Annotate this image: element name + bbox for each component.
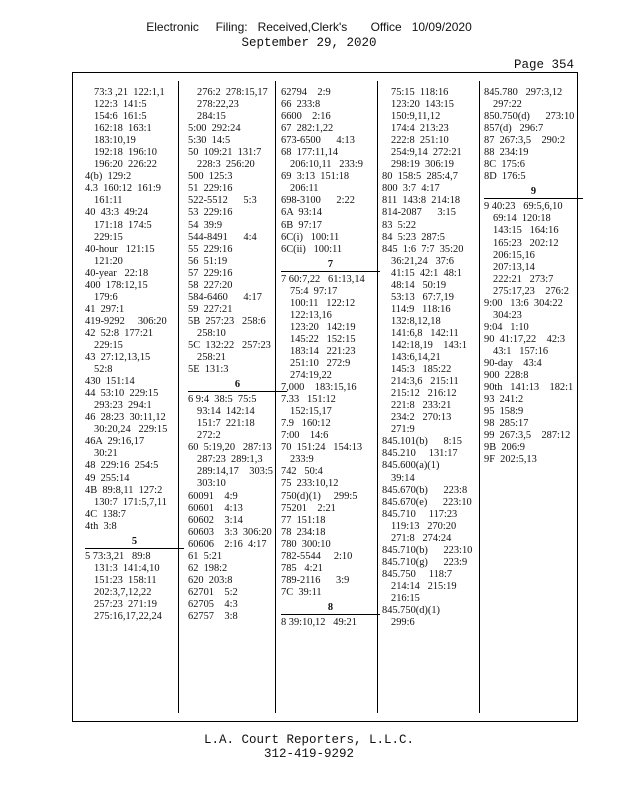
section-heading: 5 — [85, 536, 184, 549]
index-entry: 4.3 160:12 161:9 — [85, 183, 161, 195]
index-entry: 850.750(d) 273:10 — [484, 111, 575, 123]
page-number: Page 354 — [513, 58, 574, 72]
index-continuation: 151:7 221:18 — [197, 418, 255, 430]
index-continuation: 119:13 270:20 — [391, 520, 457, 532]
index-continuation: 43:1 157:16 — [493, 345, 549, 357]
index-continuation: 272:2 — [197, 430, 221, 442]
index-entry: 9F 202:5,13 — [484, 454, 537, 466]
index-entry: 6B 97:17 — [281, 219, 322, 231]
index-continuation: 183:14 221:23 — [290, 345, 356, 357]
index-entry: 845.600(a)(1) — [382, 460, 440, 472]
index-entry: 80 158:5 285:4,7 — [382, 171, 458, 183]
index-entry: 5C 132:22 257:23 — [188, 339, 271, 351]
index-continuation: 142:18,19 143:1 — [391, 339, 467, 351]
index-entry: 68 177:11,14 — [281, 147, 339, 159]
index-continuation: 258:10 — [197, 327, 226, 339]
index-continuation: 298:19 306:19 — [391, 159, 454, 171]
index-entry: 40-year 22:18 — [85, 267, 149, 279]
index-entry: 5:00 292:24 — [188, 123, 241, 135]
index-continuation: 143:6,14,21 — [391, 352, 441, 364]
index-entry: 845.710(b) 223:10 — [382, 544, 473, 556]
index-continuation: 284:15 — [197, 111, 226, 123]
column-divider — [377, 81, 378, 713]
index-entry: 8D 176:5 — [484, 171, 526, 183]
index-continuation: 39:14 — [391, 472, 415, 484]
index-entry: 9:00 13:6 304:22 — [484, 297, 563, 309]
index-continuation: 304:23 — [493, 309, 522, 321]
index-continuation: 30:20,24 229:15 — [94, 424, 168, 436]
index-continuation: 150:9,11,12 — [391, 111, 441, 123]
filing-stamp: Electronic Filing: Received,Clerk's Office 10/09/2020 — [146, 20, 472, 34]
index-entry: 41 297:1 — [85, 303, 125, 315]
index-entry: 5B 257:23 258:6 — [188, 315, 266, 327]
index-entry: 6A 93:14 — [281, 207, 322, 219]
column-divider — [178, 81, 179, 713]
column-divider — [275, 81, 276, 713]
index-continuation: 257:23 271:19 — [94, 598, 157, 610]
index-entry: 62757 3:8 — [188, 610, 238, 622]
index-entry: 87 267:3,5 290:2 — [484, 135, 566, 147]
index-entry: 7C 39:11 — [281, 586, 322, 598]
index-continuation: 234:2 270:13 — [391, 412, 452, 424]
index-entry: 55 229:16 — [188, 243, 233, 255]
index-continuation: 278:22,23 — [197, 99, 239, 111]
index-entry: 500 125:3 — [188, 171, 233, 183]
section-heading: 9 — [484, 186, 583, 199]
index-entry: 75201 2:21 — [281, 502, 336, 514]
index-entry: 43 27:12,13,15 — [85, 352, 151, 364]
index-continuation: 258:21 — [197, 352, 226, 364]
section-heading: 6 — [188, 379, 287, 392]
index-entry: 845.710 117:23 — [382, 508, 458, 520]
index-entry: 7.33 151:12 — [281, 394, 336, 406]
index-continuation: 69:14 120:18 — [493, 213, 551, 225]
index-entry: 845.670(e) 223:10 — [382, 496, 472, 508]
index-entry: 5 73:3,21 89:8 — [85, 550, 151, 562]
index-entry: 62794 2:9 — [281, 87, 331, 98]
index-entry: 58 227:20 — [188, 279, 233, 291]
index-continuation: 214:14 215:19 — [391, 580, 457, 592]
index-entry: 750(d)(1) 299:5 — [281, 490, 358, 502]
index-entry: 430 151:14 — [85, 376, 135, 388]
index-entry: 60603 3:3 306:20 — [188, 526, 272, 538]
index-entry: 544-8491 4:4 — [188, 231, 257, 243]
index-continuation: 36:21,24 37:6 — [391, 255, 454, 267]
index-continuation: 271:8 274:24 — [391, 532, 452, 544]
index-entry: 60606 2:16 4:17 — [188, 538, 267, 550]
index-entry: 4B 89:8,11 127:2 — [85, 484, 163, 496]
index-entry: 83 5:22 — [382, 219, 417, 231]
section-heading: 8 — [281, 602, 380, 615]
index-entry: 44 53:10 229:15 — [85, 388, 159, 400]
index-entry: 4th 3:8 — [85, 520, 117, 532]
index-continuation: 41:15 42:1 48:1 — [391, 267, 463, 279]
index-entry: 673-6500 4:13 — [281, 135, 355, 147]
index-continuation: 145:22 152:15 — [290, 333, 356, 345]
index-continuation: 216:15 — [391, 592, 420, 604]
index-continuation: 123:20 143:15 — [391, 99, 454, 111]
index-continuation: 48:14 50:19 — [391, 279, 447, 291]
index-entry: 6 9:4 38:5 75:5 — [188, 394, 257, 406]
word-index-frame — [72, 72, 578, 722]
index-continuation: 229:15 — [94, 339, 123, 351]
index-entry: 62 198:2 — [188, 562, 228, 574]
index-continuation: 233:9 — [290, 454, 314, 466]
index-continuation: 202:3,7,12,22 — [94, 586, 152, 598]
index-entry: 98 285:17 — [484, 418, 529, 430]
index-entry: 6C(i) 100:11 — [281, 231, 340, 243]
index-continuation: 275:17,23 276:2 — [493, 285, 569, 297]
index-continuation: 254:9,14 272:21 — [391, 147, 462, 159]
index-entry: 54 39:9 — [188, 219, 223, 231]
index-entry: 60601 4:13 — [188, 502, 243, 514]
index-entry: 49 255:14 — [85, 472, 130, 484]
index-continuation: 122:3 141:5 — [94, 99, 147, 111]
index-continuation: 179:6 — [94, 291, 118, 303]
index-entry: 57 229:16 — [188, 267, 233, 279]
index-entry: 70 151:24 154:13 — [281, 442, 363, 454]
index-column-2 — [188, 87, 289, 623]
index-entry: 782-5544 2:10 — [281, 550, 353, 562]
index-entry: 789-2116 3:9 — [281, 574, 350, 586]
index-entry: 845.780 297:3,12 — [484, 87, 563, 98]
index-continuation: 52:8 — [94, 364, 113, 376]
index-continuation: 299:6 — [391, 617, 415, 629]
index-continuation: 251:10 272:9 — [290, 357, 351, 369]
court-reporter-phone: 312-419-9292 — [263, 747, 354, 761]
index-entry: 8C 175:6 — [484, 159, 525, 171]
index-continuation: 100:11 122:12 — [290, 297, 356, 309]
index-entry: 845.750(d)(1) — [382, 605, 441, 617]
index-entry: 7.9 160:12 — [281, 418, 331, 430]
index-continuation: 228:3 256:20 — [197, 159, 255, 171]
index-entry: 584-6460 4:17 — [188, 291, 262, 303]
index-entry: 90th 141:13 182:1 — [484, 382, 574, 394]
index-entry: 785 4:21 — [281, 562, 323, 574]
index-continuation: 215:12 216:12 — [391, 388, 457, 400]
index-continuation: 229:15 — [94, 231, 123, 243]
index-continuation: 276:2 278:15,17 — [197, 87, 268, 98]
index-entry: 522-5512 5:3 — [188, 195, 257, 207]
index-continuation: 206:11 — [290, 183, 319, 195]
index-entry: 857(d) 296:7 — [484, 123, 544, 135]
index-continuation: 145:3 185:22 — [391, 364, 452, 376]
index-continuation: 122:13,16 — [290, 309, 332, 321]
index-continuation: 206:15,16 — [493, 249, 535, 261]
index-entry: 40-hour 121:15 — [85, 243, 155, 255]
index-continuation: 289:14,17 303:5 — [197, 466, 273, 478]
index-continuation: 75:15 118:16 — [391, 87, 449, 98]
index-continuation: 75:4 97:17 — [290, 285, 338, 297]
index-continuation: 121:20 — [94, 255, 123, 267]
index-entry: 400 178:12,15 — [85, 279, 148, 291]
index-entry: 5:30 14:5 — [188, 135, 231, 147]
index-entry: 60602 3:14 — [188, 514, 243, 526]
index-entry: 6C(ii) 100:11 — [281, 243, 343, 255]
section-heading: 7 — [281, 259, 380, 272]
index-continuation: 293:23 294:1 — [94, 400, 152, 412]
court-reporter-name: L.A. Court Reporters, L.L.C. — [203, 733, 415, 747]
index-entry: 60091 4:9 — [188, 490, 238, 502]
index-entry: 48 229:16 254:5 — [85, 460, 159, 472]
index-column-3 — [281, 87, 382, 629]
index-entry: 845.710(g) 223:9 — [382, 556, 468, 568]
index-entry: 845.101(b) 8:15 — [382, 436, 462, 448]
index-entry: 7,000 183:15,16 — [281, 382, 357, 394]
index-entry: 7 60:7,22 61:13,14 — [281, 273, 365, 285]
index-continuation: 162:18 163:1 — [94, 123, 152, 135]
index-entry: 698-3100 2:22 — [281, 195, 355, 207]
index-continuation: 143:15 164:16 — [493, 225, 559, 237]
index-entry: 4(b) 129:2 — [85, 171, 132, 183]
index-continuation: 165:23 202:12 — [493, 237, 559, 249]
index-continuation: 174:4 213:23 — [391, 123, 449, 135]
index-entry: 53 229:16 — [188, 207, 233, 219]
index-continuation: 192:18 196:10 — [94, 147, 157, 159]
index-entry: 62701 5:2 — [188, 586, 238, 598]
index-continuation: 130:7 171:5,7,11 — [94, 496, 167, 508]
index-column-1 — [85, 87, 186, 623]
index-entry: 56 51:19 — [188, 255, 228, 267]
index-entry: 88 234:19 — [484, 147, 529, 159]
index-continuation: 303:10 — [197, 478, 226, 490]
index-entry: 75 233:10,12 — [281, 478, 339, 490]
index-entry: 8 39:10,12 49:21 — [281, 616, 357, 628]
index-continuation: 53:13 67:7,19 — [391, 291, 454, 303]
index-entry: 620 203:8 — [188, 574, 233, 586]
index-entry: 46A 29:16,17 — [85, 436, 145, 448]
index-entry: 845.670(b) 223:8 — [382, 484, 468, 496]
index-entry: 90 41:17,22 42:3 — [484, 333, 566, 345]
index-entry: 78 234:18 — [281, 526, 326, 538]
index-entry: 66 233:8 — [281, 99, 321, 111]
index-continuation: 207:13,14 — [493, 261, 535, 273]
index-entry: 800 3:7 4:17 — [382, 183, 440, 195]
index-entry: 845.210 131:17 — [382, 448, 458, 460]
index-continuation: 183:10,19 — [94, 135, 136, 147]
column-divider — [479, 81, 480, 713]
index-entry: 780 300:10 — [281, 538, 331, 550]
index-continuation: 123:20 142:19 — [290, 321, 356, 333]
index-continuation: 73:3 ,21 122:1,1 — [94, 87, 165, 98]
index-entry: 6600 2:16 — [281, 111, 331, 123]
index-entry: 7:00 14:6 — [281, 430, 329, 442]
index-entry: 9B 206:9 — [484, 442, 525, 454]
index-entry: 95 158:9 — [484, 406, 524, 418]
index-entry: 40 43:3 49:24 — [85, 207, 148, 219]
index-continuation: 222:8 251:10 — [391, 135, 449, 147]
index-entry: 50 109:21 131:7 — [188, 147, 262, 159]
index-entry: 62705 4:3 — [188, 598, 238, 610]
index-continuation: 132:8,12,18 — [391, 315, 441, 327]
index-entry: 93 241:2 — [484, 394, 524, 406]
index-entry: 845.750 118:7 — [382, 568, 453, 580]
index-entry: 42 52:8 177:21 — [85, 327, 154, 339]
index-entry: 90-day 43:4 — [484, 357, 542, 369]
index-entry: 69 3:13 151:18 — [281, 171, 350, 183]
index-continuation: 222:21 273:7 — [493, 273, 554, 285]
index-continuation: 154:6 161:5 — [94, 111, 147, 123]
index-continuation: 141:6,8 142:11 — [391, 327, 459, 339]
index-continuation: 214:3,6 215:11 — [391, 376, 459, 388]
index-entry: 4C 138:7 — [85, 508, 126, 520]
index-entry: 99 267:3,5 287:12 — [484, 430, 571, 442]
index-column-4 — [382, 87, 483, 629]
index-continuation: 114:9 118:16 — [391, 303, 451, 315]
index-continuation: 171:18 174:5 — [94, 219, 152, 231]
transcript-date: September 29, 2020 — [241, 36, 377, 50]
index-continuation: 131:3 141:4,10 — [94, 562, 160, 574]
index-entry: 51 229:16 — [188, 183, 233, 195]
index-continuation: 152:15,17 — [290, 406, 332, 418]
index-entry: 419-9292 306:20 — [85, 315, 167, 327]
index-continuation: 271:9 — [391, 424, 415, 436]
index-entry: 845 1:6 7:7 35:20 — [382, 243, 464, 255]
index-continuation: 297:22 — [493, 99, 522, 111]
index-entry: 811 143:8 214:18 — [382, 195, 461, 207]
index-continuation: 221:8 233:21 — [391, 400, 452, 412]
index-entry: 84 5:23 287:5 — [382, 231, 445, 243]
index-entry: 742 50:4 — [281, 466, 323, 478]
index-entry: 59 227:21 — [188, 303, 233, 315]
index-continuation: 206:10,11 233:9 — [290, 159, 363, 171]
index-entry: 61 5:21 — [188, 550, 223, 562]
index-entry: 5E 131:3 — [188, 364, 229, 376]
index-entry: 9 40:23 69:5,6,10 — [484, 201, 563, 213]
index-entry: 67 282:1,22 — [281, 123, 334, 135]
index-continuation: 287:23 289:1,3 — [197, 454, 263, 466]
index-continuation: 275:16,17,22,24 — [94, 610, 162, 622]
index-entry: 900 228:8 — [484, 370, 529, 382]
index-continuation: 30:21 — [94, 448, 118, 460]
index-continuation: 151:23 158:11 — [94, 574, 157, 586]
index-entry: 814-2087 3:15 — [382, 207, 456, 219]
index-continuation: 196:20 226:22 — [94, 159, 157, 171]
index-continuation: 274:19,22 — [290, 370, 332, 382]
index-entry: 77 151:18 — [281, 514, 326, 526]
index-entry: 60 5:19,20 287:13 — [188, 442, 272, 454]
index-continuation: 93:14 142:14 — [197, 406, 255, 418]
index-entry: 46 28:23 30:11,12 — [85, 412, 166, 424]
index-entry: 9:04 1:10 — [484, 321, 529, 333]
index-column-5 — [484, 87, 585, 466]
index-continuation: 161:11 — [94, 195, 123, 207]
